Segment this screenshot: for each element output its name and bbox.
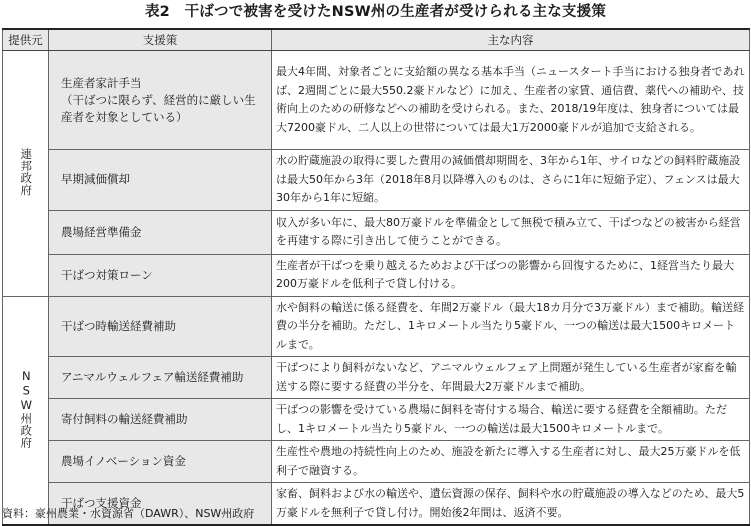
- provider-nsw: [3, 296, 49, 525]
- provider-federal: [3, 51, 49, 297]
- content-cell: 干ばつの影響を受けている農場に飼料を寄付する場合、輸送に要する経費を全額補助。ただし、1キロメートル当たり5豪ドル、一つの輸送は最大1500キロメートルまで。: [272, 399, 750, 441]
- table-row: [3, 51, 750, 150]
- table-row: [3, 210, 750, 254]
- content-cell: 生産性や農地の持続性向上のため、施設を新たに導入する生産者に対し、最大25万豪ドルを低利子で融資する。: [272, 441, 750, 483]
- policy-name: 農場イノベーション資金: [49, 441, 272, 483]
- table-row: [3, 399, 750, 441]
- policy-name: 干ばつ時輸送経費補助: [49, 296, 272, 357]
- policy-name: 干ばつ対策ローン: [49, 254, 272, 296]
- table-row: [3, 357, 750, 399]
- policy-name: 干ばつ支援資金: [49, 483, 272, 526]
- policy-note: （干ばつに限らず、経営的に厳しい生産者を対象としている）: [61, 92, 256, 124]
- policy-name: 農場経営準備金: [49, 210, 272, 254]
- header-row: [3, 29, 750, 51]
- table-row: [3, 441, 750, 483]
- policy-name: 寄付飼料の輸送経費補助: [49, 399, 272, 441]
- header-policy: 支援策: [49, 29, 272, 51]
- header-provider: 提供元: [3, 29, 49, 51]
- content-cell: 収入が多い年に、最大80万豪ドルを準備金として無税で積み立て、干ばつなどの被害から経営を再建する際に引き出して使うことができる。: [272, 210, 750, 254]
- provider-label: NSW州政府: [19, 368, 34, 449]
- table-row: [3, 150, 750, 211]
- content-cell: 干ばつにより飼料がないなど、アニマルウェルフェア上問題が発生している生産者が家畜を輸送する際に要する経費の半分を、年間最大2万豪ドルまで補助。: [272, 357, 750, 399]
- table-row: [3, 296, 750, 357]
- policy-name: 生産者家計手当: [61, 75, 142, 90]
- policy-name: アニマルウェルフェア輸送経費補助: [49, 357, 272, 399]
- content-cell: 最大4年間、対象者ごとに支給額の異なる基本手当（ニュースタート手当における独身者であれば、2週間ごとに最大550.2豪ドルなど）に加え、生産者の家賃、通信費、薬代への補助や、技術向上のための研修などへの補助を受けられる。また、2018/19年度は、独身者については最大7200豪ドル、二人以上の世帯については最大1万2000豪ドルが追加で支給される。: [272, 51, 750, 150]
- content-cell: 水の貯蔵施設の取得に要した費用の減価償却期間を、3年から1年、サイロなどの飼料貯蔵施設は最大50年から3年（2018年8月以降導入のものは、さらに1年に短縮予定）、フェンスは最大30年から1年に短縮。: [272, 150, 750, 211]
- content-cell: 家畜、飼料および水の輸送や、遺伝資源の保存、飼料や水の貯蔵施設の導入などのため、最大5万豪ドルを無利子で貸し付け。開始後2年間は、返済不要。: [272, 483, 750, 526]
- content-cell: 生産者が干ばつを乗り越えるためおよび干ばつの影響から回復するために、1経営当たり最大200万豪ドルを低利子で貸し付ける。: [272, 254, 750, 296]
- source-note: 資料：豪州農業・水資源省（DAWR）、NSW州政府: [2, 507, 255, 520]
- content-cell: 水や飼料の輸送に係る経費を、年間2万豪ドル（最大18カ月分で3万豪ドル）まで補助。輸送経費の半分を補助。ただし、1キロメートル当たり5豪ドル、一つの輸送は最大1500キロメートルまで。: [272, 296, 750, 357]
- header-content: 主な内容: [272, 29, 750, 51]
- provider-label: 連邦政府: [19, 147, 34, 196]
- table-row: [3, 254, 750, 296]
- support-measures-table: [2, 28, 750, 526]
- table-title: 表2 干ばつで被害を受けたNSW州の生産者が受けられる主な支援策: [144, 4, 607, 20]
- policy-cell: [49, 51, 272, 150]
- policy-name: 早期減価償却: [49, 150, 272, 211]
